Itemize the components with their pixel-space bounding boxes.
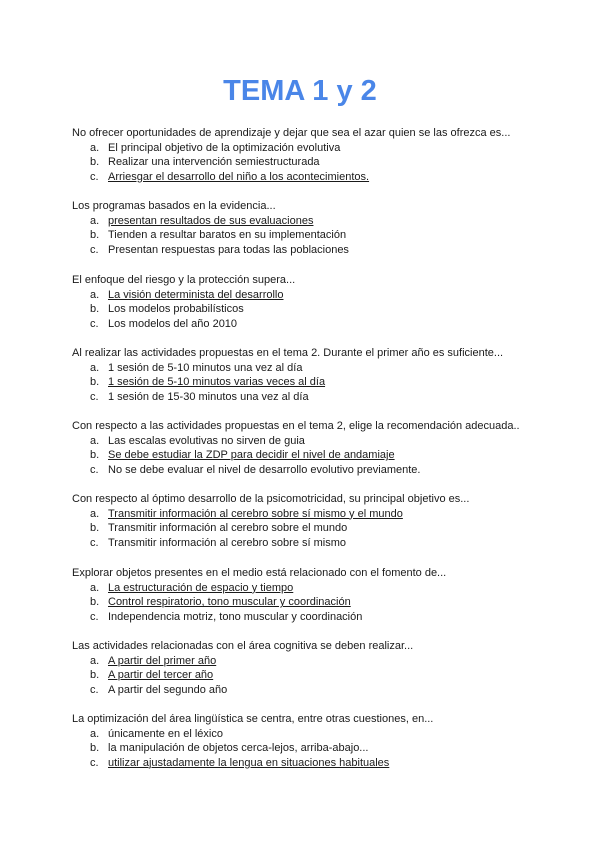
option-letter: a. (90, 434, 100, 447)
option-c (72, 610, 562, 625)
option-text-correct: A partir del primer año (108, 654, 217, 667)
question-text: Los programas basados en la evidencia... (72, 200, 276, 212)
option-list (72, 434, 562, 478)
option-text-correct: 1 sesión de 5-10 minutos varias veces al día (108, 376, 326, 389)
option-letter: a. (90, 141, 100, 154)
option-b (72, 375, 562, 390)
option-b (72, 302, 562, 317)
option-letter: c. (90, 390, 99, 403)
question-7 (72, 566, 562, 624)
option-letter: b. (90, 522, 100, 535)
option-letter: c. (90, 610, 99, 623)
option-text-correct: A partir del tercer año (108, 669, 214, 682)
question-text: Las actividades relacionadas con el área cognitiva se deben realizar... (72, 640, 414, 652)
option-a (72, 727, 562, 742)
option-text: 1 sesión de 5-10 minutos una vez al día (108, 361, 303, 374)
option-a (72, 581, 562, 596)
question-1 (72, 126, 562, 184)
question-text: El enfoque del riesgo y la protección supera... (72, 274, 296, 286)
option-letter: b. (90, 376, 100, 389)
option-b (72, 521, 562, 536)
option-a (72, 434, 562, 449)
question-text: La optimización del área lingüística se centra, entre otras cuestiones, en... (72, 713, 434, 725)
option-text: Los modelos probabilísticos (108, 303, 244, 316)
option-c (72, 683, 562, 698)
option-b (72, 228, 562, 243)
option-b (72, 155, 562, 170)
option-letter: a. (90, 727, 100, 740)
option-list (72, 581, 562, 625)
option-text: Las escalas evolutivas no sirven de guia (108, 434, 305, 447)
option-text: Transmitir información al cerebro sobre sí mismo (108, 536, 346, 549)
option-letter: c. (90, 756, 99, 769)
option-letter: c. (90, 536, 99, 549)
page-title: TEMA 1 y 2 (223, 75, 377, 107)
option-b (72, 595, 562, 610)
option-letter: a. (90, 214, 100, 227)
option-c (72, 243, 562, 258)
option-letter: c. (90, 317, 99, 330)
option-letter: b. (90, 303, 100, 316)
option-text-correct: Se debe estudiar la ZDP para decidir el nivel de andamiaje (108, 449, 395, 462)
option-c (72, 756, 562, 771)
option-text: únicamente en el léxico (108, 727, 223, 740)
option-text: No se debe evaluar el nivel de desarrollo evolutivo previamente. (108, 463, 421, 476)
option-letter: c. (90, 170, 99, 183)
option-list (72, 654, 562, 698)
question-6 (72, 492, 562, 550)
option-c (72, 536, 562, 551)
option-a (72, 507, 562, 522)
option-list (72, 141, 562, 185)
option-c (72, 390, 562, 405)
option-b (72, 448, 562, 463)
option-list (72, 288, 562, 332)
option-b (72, 668, 562, 683)
option-a (72, 288, 562, 303)
option-a (72, 141, 562, 156)
option-letter: b. (90, 229, 100, 242)
option-b (72, 741, 562, 756)
question-text: Explorar objetos presentes en el medio está relacionado con el fomento de... (72, 567, 447, 579)
option-letter: a. (90, 288, 100, 301)
option-text-correct: presentan resultados de sus evaluaciones (108, 214, 314, 227)
option-text: El principal objetivo de la optimización evolutiva (108, 141, 341, 154)
question-text: No ofrecer oportunidades de aprendizaje y dejar que sea el azar quien se las ofrezca es... (72, 127, 511, 139)
option-letter: a. (90, 507, 100, 520)
option-text: Transmitir información al cerebro sobre el mundo (108, 522, 348, 535)
option-text: A partir del segundo año (108, 683, 228, 696)
option-letter: b. (90, 156, 100, 169)
option-letter: b. (90, 596, 100, 609)
question-text: Con respecto a las actividades propuestas en el tema 2, elige la recomendación adecuada.. (72, 420, 520, 432)
option-text: la manipulación de objetos cerca-lejos, arriba-abajo... (108, 742, 369, 755)
question-8 (72, 639, 562, 697)
option-letter: a. (90, 654, 100, 667)
option-text: Tienden a resultar baratos en su implementación (108, 229, 347, 242)
question-text: Con respecto al óptimo desarrollo de la psicomotricidad, su principal objetivo es... (72, 493, 470, 505)
option-text-correct: utilizar ajustadamente la lengua en situaciones habituales (108, 756, 390, 769)
option-list (72, 361, 562, 405)
option-c (72, 317, 562, 332)
option-list (72, 507, 562, 551)
option-letter: b. (90, 669, 100, 682)
option-a (72, 214, 562, 229)
option-text: Realizar una intervención semiestructurada (108, 156, 320, 169)
option-text-correct: Arriesgar el desarrollo del niño a los acontecimientos. (108, 170, 370, 183)
option-letter: a. (90, 581, 100, 594)
option-text: 1 sesión de 15-30 minutos una vez al día (108, 390, 309, 403)
option-c (72, 463, 562, 478)
option-letter: c. (90, 463, 99, 476)
question-text: Al realizar las actividades propuestas en el tema 2. Durante el primer año es suficiente... (72, 347, 504, 359)
option-letter: b. (90, 449, 100, 462)
question-2 (72, 199, 562, 257)
option-text-correct: Control respiratorio, tono muscular y coordinación (108, 596, 351, 609)
option-a (72, 654, 562, 669)
option-text: Independencia motriz, tono muscular y coordinación (108, 610, 363, 623)
option-c (72, 170, 562, 185)
option-letter: b. (90, 742, 100, 755)
question-5 (72, 419, 562, 477)
option-list (72, 727, 562, 771)
option-text: Presentan respuestas para todas las poblaciones (108, 243, 349, 256)
option-text-correct: La visión determinista del desarrollo (108, 288, 284, 301)
option-letter: c. (90, 683, 99, 696)
question-9 (72, 712, 562, 770)
option-a (72, 361, 562, 376)
option-letter: c. (90, 243, 99, 256)
option-list (72, 214, 562, 258)
option-letter: a. (90, 361, 100, 374)
option-text-correct: Transmitir información al cerebro sobre sí mismo y el mundo (108, 507, 403, 520)
question-3 (72, 273, 562, 331)
question-4 (72, 346, 562, 404)
option-text: Los modelos del año 2010 (108, 317, 238, 330)
option-text-correct: La estructuración de espacio y tiempo (108, 581, 294, 594)
